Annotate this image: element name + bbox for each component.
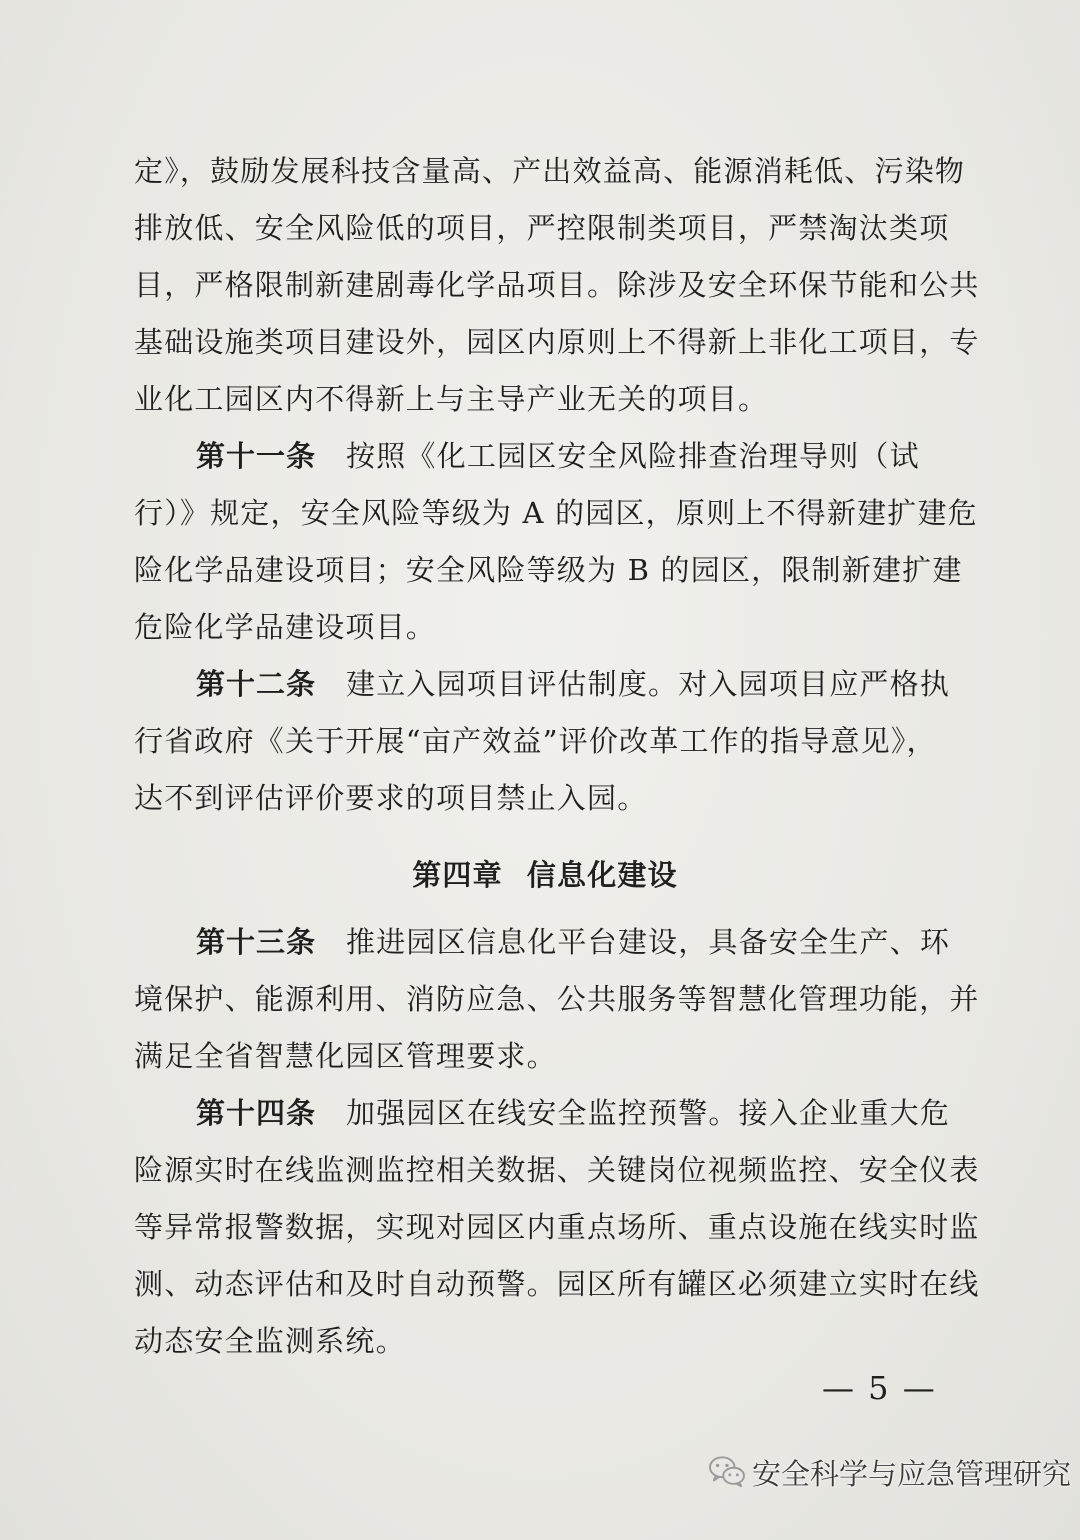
text-line: 基础设施类项目建设外，园区内原则上不得新上非化工项目，专 [134, 325, 980, 359]
text-line: 定》，鼓励发展科技含量高、产出效益高、能源消耗低、污染物 [134, 154, 966, 188]
text-line: 险化学品建设项目；安全风险等级为 B 的园区，限制新建扩建 [134, 553, 963, 587]
text-line: 测、动态评估和及时自动预警。园区所有罐区必须建立实时在线 [134, 1267, 980, 1301]
text-line: 目，严格限制新建剧毒化学品项目。除涉及安全环保节能和公共 [134, 268, 980, 302]
chapter-title: 信息化建设 [526, 858, 678, 892]
article-12 [134, 656, 956, 827]
wechat-icon [708, 1455, 746, 1489]
article-number: 第十三条 [196, 925, 317, 959]
page-number: — 5 — [822, 1369, 937, 1407]
account-watermark [708, 1450, 1071, 1494]
article-11 [134, 428, 978, 656]
text-line: 按照《化工园区安全风险排查治理导则（试 [346, 439, 920, 473]
article-14 [134, 1085, 980, 1370]
text-line: 推进园区信息化平台建设，具备安全生产、环 [346, 925, 951, 959]
text-line: 加强园区在线安全监控预警。接入企业重大危 [346, 1096, 951, 1130]
text-line: 满足全省智慧化园区管理要求。 [134, 1039, 557, 1073]
article-number: 第十一条 [196, 439, 317, 473]
text-line: 险源实时在线监测监控相关数据、关键岗位视频监控、安全仪表 [134, 1153, 980, 1187]
watermark-text: 安全科学与应急管理研究 [752, 1456, 1072, 1491]
text-line: 建立入园项目评估制度。对入园项目应严格执 [346, 667, 951, 701]
document-body [134, 143, 980, 1370]
text-line: 动态安全监测系统。 [134, 1324, 406, 1358]
text-line: 行）》规定，安全风险等级为 A 的园区，原则上不得新建扩建危 [134, 496, 978, 530]
article-13 [134, 914, 980, 1085]
text-line: 业化工园区内不得新上与主导产业无关的项目。 [134, 382, 769, 416]
text-line: 行省政府《关于开展“亩产效益”评价改革工作的指导意见》， [134, 724, 937, 758]
article-number: 第十二条 [196, 667, 317, 701]
text-line: 等异常报警数据，实现对园区内重点场所、重点设施在线实时监 [134, 1210, 980, 1244]
text-line: 达不到评估评价要求的项目禁止入园。 [134, 781, 648, 815]
chapter-heading [134, 847, 956, 904]
chapter-number: 第四章 [412, 858, 503, 892]
text-line: 危险化学品建设项目。 [134, 610, 437, 644]
article-number: 第十四条 [196, 1096, 317, 1130]
paragraph-continuation [134, 143, 980, 428]
text-line: 境保护、能源利用、消防应急、公共服务等智慧化管理功能，并 [134, 982, 980, 1016]
text-line: 排放低、安全风险低的项目，严控限制类项目，严禁淘汰类项 [134, 211, 950, 245]
